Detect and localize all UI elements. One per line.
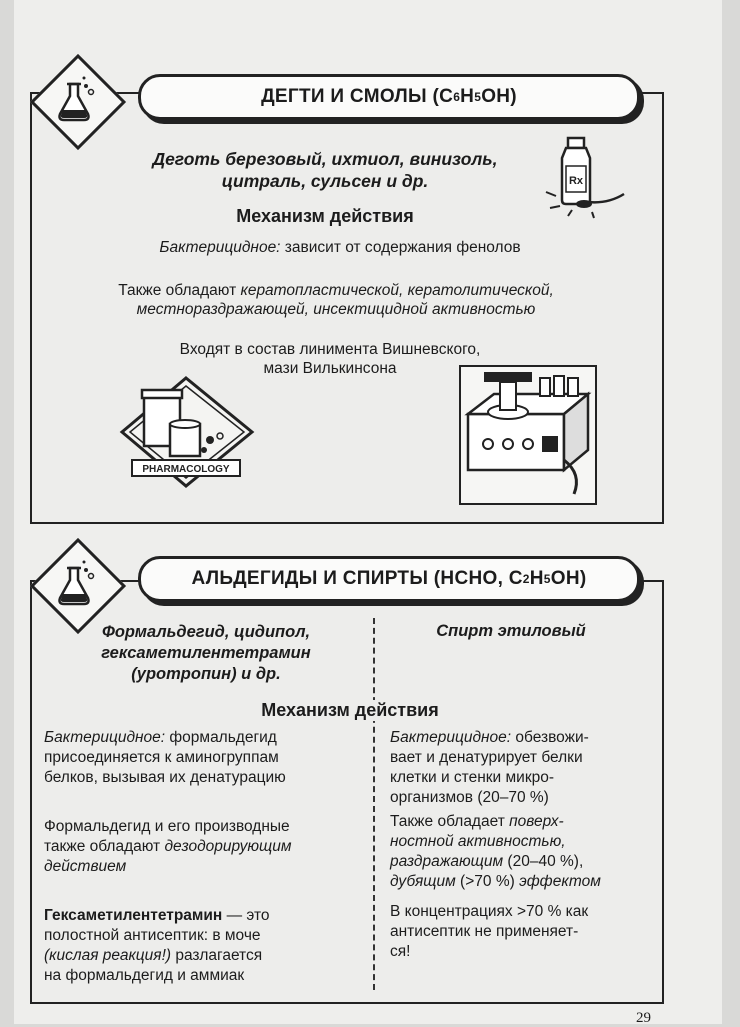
bactericidal-text: Бактерицидное: зависит от содержания фенолов bbox=[159, 239, 521, 256]
additional-activity-text: Также обладают кератопластической, кератолитической, местнораздражающей, инсектицидной активностью bbox=[118, 282, 554, 318]
formaldehyde-bactericidal: Бактерицидное: формальдегид присоединяется к аминогруппам белков, вызывая их денатурацию bbox=[44, 729, 286, 786]
composition-text: Входят в состав линимента Вишневского, мази Вилькинсона bbox=[179, 341, 481, 377]
ethanol-bactericidal: Бактерицидное: обезвожи- вает и денатурирует белки клетки и стенки микро- организмов (20–70 %) bbox=[390, 729, 589, 806]
pharmacology-label: PHARMACOLOGY bbox=[142, 464, 230, 475]
ethanol-concentration-warning: В концентрациях >70 % как антисептик не применяет- ся! bbox=[390, 903, 589, 960]
aldehyde-substances: Формальдегид, цидипол, гексаметилентетрамин (уротропин) и др. bbox=[101, 623, 311, 683]
section-title-tars: ДЕГТИ И СМОЛЫ (C 6 H 5 OH) bbox=[138, 74, 640, 120]
ethanol-additional-effects: Также обладает поверх- ностной активностью, раздражающим (20–40 %), дубящим (>70 %) эффектом bbox=[390, 813, 601, 890]
formaldehyde-derivatives: Формальдегид и его производные также обладают дезодорирующим действием bbox=[44, 818, 292, 875]
mechanism-heading: Механизм действия bbox=[180, 700, 520, 721]
svg-text:Rx: Rx bbox=[568, 175, 584, 187]
flask-icon bbox=[46, 70, 106, 130]
lab-equipment-icon bbox=[458, 364, 598, 506]
pharmacology-jars-icon bbox=[116, 374, 258, 492]
tars-substances: Деготь березовый, ихтиол, винизоль, цитраль, сульсен и др. bbox=[152, 149, 498, 191]
alcohol-substance: Спирт этиловый bbox=[436, 622, 586, 640]
flask-icon bbox=[46, 554, 106, 614]
column-divider bbox=[373, 618, 375, 990]
hexamine-description: Гексаметилентетрамин — это полостной антисептик: в моче (кислая реакция!) разлагается на формальдегид и аммиак bbox=[44, 907, 270, 984]
section-title-aldehydes: АЛЬДЕГИДЫ И СПИРТЫ (HCHO, C 2 H 5 OH) bbox=[138, 556, 640, 602]
page-number: 29 bbox=[636, 1010, 651, 1026]
mechanism-heading: Механизм действия bbox=[236, 206, 414, 226]
